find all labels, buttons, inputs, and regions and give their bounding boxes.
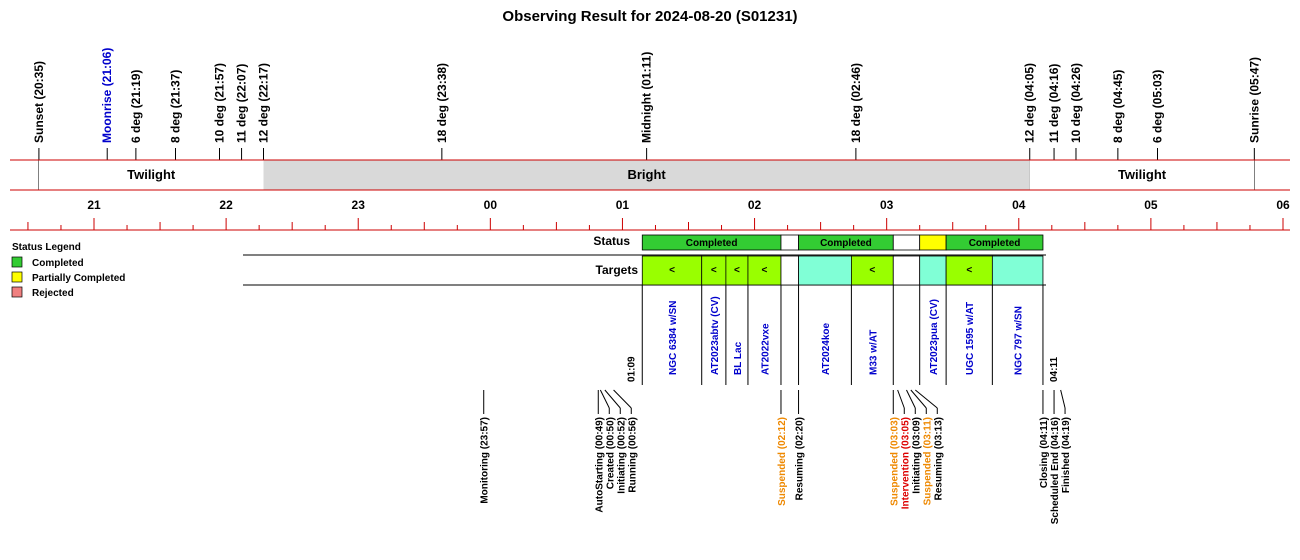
legend-label-rejected: Rejected xyxy=(32,288,74,299)
target-segment xyxy=(799,256,852,285)
log-event-connector xyxy=(1061,390,1065,408)
log-event-connector xyxy=(605,390,620,408)
target-name: AT2023abtv (CV) xyxy=(709,296,721,375)
status-segment-label: Completed xyxy=(968,238,1021,249)
target-mark: < xyxy=(710,265,717,276)
hour-tick-label: 01 xyxy=(615,198,630,212)
target-segment xyxy=(893,256,919,285)
target-name: NGC 6384 w/SN xyxy=(667,300,679,375)
log-event-label: Scheduled End (04:16) xyxy=(1050,417,1062,525)
status-legend xyxy=(12,242,125,299)
sky-event-label: 6 deg (21:19) xyxy=(128,69,143,143)
sky-event-label: 6 deg (05:03) xyxy=(1150,69,1165,143)
target-mark: < xyxy=(869,265,876,276)
targets-row-label: Targets xyxy=(595,263,638,277)
sky-band-label: Twilight xyxy=(1117,167,1167,182)
sky-event-label: 10 deg (04:26) xyxy=(1068,62,1083,143)
span-label: 01:09 xyxy=(626,356,638,382)
legend-label-completed: Completed xyxy=(32,258,84,269)
span-label: 04:11 xyxy=(1048,356,1060,382)
log-event-label: Monitoring (23:57) xyxy=(479,417,491,504)
legend-swatch-partially-completed xyxy=(12,272,22,282)
target-segment xyxy=(781,256,799,285)
log-event-label: Initiating (00:52) xyxy=(616,417,628,494)
status-row-label: Status xyxy=(593,234,630,248)
target-mark: < xyxy=(669,265,675,276)
target-mark: < xyxy=(966,265,973,276)
legend-label-partially-completed: Partially Completed xyxy=(32,273,126,284)
sky-event-label: 18 deg (02:46) xyxy=(848,62,863,143)
sky-event-label: 12 deg (22:17) xyxy=(256,62,271,143)
hour-tick-label: 21 xyxy=(87,198,101,212)
log-event-label: Suspended (03:11) xyxy=(922,417,934,506)
status-segment-label: Completed xyxy=(820,238,872,249)
log-event-label: Running (00:56) xyxy=(627,417,639,493)
log-event-label: AutoStarting (00:49) xyxy=(594,417,606,513)
hour-tick-label: 03 xyxy=(879,198,894,212)
status-segment xyxy=(893,235,919,250)
target-name: NGC 797 w/SN xyxy=(1013,306,1025,375)
status-segment-label: Completed xyxy=(685,238,738,249)
log-event-label: Intervention (03:05) xyxy=(900,417,912,510)
target-segment xyxy=(920,256,946,285)
log-event-label: Resuming (03:13) xyxy=(933,417,945,501)
status-segment xyxy=(920,235,946,250)
target-name: AT2023pua (CV) xyxy=(928,299,940,375)
target-mark: < xyxy=(733,265,740,276)
target-mark: < xyxy=(761,265,768,276)
chart-title: Observing Result for 2024-08-20 (S01231) xyxy=(502,8,798,25)
hour-tick-label: 02 xyxy=(747,198,762,212)
legend-swatch-rejected xyxy=(12,287,22,297)
hour-tick-label: 04 xyxy=(1012,198,1026,212)
log-event-label: Suspended (03:03) xyxy=(889,417,901,506)
sky-event-label: 18 deg (23:38) xyxy=(434,62,449,143)
hour-tick-label: 00 xyxy=(483,198,498,212)
target-name: M33 w/AT xyxy=(868,329,880,375)
legend-swatch-completed xyxy=(12,257,22,267)
status-segments xyxy=(642,235,1043,250)
hour-tick-label: 22 xyxy=(219,198,233,212)
target-name: AT2024koe xyxy=(820,322,832,375)
sky-event-label: 10 deg (21:57) xyxy=(212,62,227,143)
sky-event-label: 12 deg (04:05) xyxy=(1022,62,1037,143)
hour-tick-label: 23 xyxy=(351,198,365,212)
log-event-connector xyxy=(600,390,609,408)
log-event-connector xyxy=(906,390,915,408)
log-event-label: Finished (04:19) xyxy=(1061,417,1073,494)
sky-band-label: Twilight xyxy=(127,167,176,182)
sky-event-label: 11 deg (04:16) xyxy=(1047,63,1062,143)
log-event-label: Resuming (02:20) xyxy=(794,417,806,501)
log-event-label: Created (00:50) xyxy=(605,417,617,490)
hour-tick-label: 06 xyxy=(1276,198,1290,212)
sky-bands-group xyxy=(10,160,1290,190)
log-event-label: Suspended (02:12) xyxy=(776,417,788,506)
target-name: AT2022vxe xyxy=(760,323,772,375)
target-segments xyxy=(626,256,1060,385)
sky-event-label: Sunrise (05:47) xyxy=(1247,56,1262,143)
sky-event-label: 8 deg (04:45) xyxy=(1110,69,1125,143)
sky-event-label: Sunset (20:35) xyxy=(31,60,46,143)
log-event-label: Initiating (03:09) xyxy=(911,417,923,494)
hour-tick-label: 05 xyxy=(1144,198,1158,212)
sky-event-label: 8 deg (21:37) xyxy=(168,69,183,143)
sky-event-label: Midnight (01:11) xyxy=(639,51,654,143)
time-axis-group xyxy=(10,198,1290,230)
target-name: UGC 1595 w/AT xyxy=(965,301,977,375)
log-events-group xyxy=(480,390,1072,524)
target-name: BL Lac xyxy=(732,341,744,375)
sky-event-label: Moonrise (21:06) xyxy=(100,47,115,143)
status-segment xyxy=(781,235,799,250)
legend-title: Status Legend xyxy=(12,242,81,253)
target-segment xyxy=(992,256,1043,285)
log-event-connector xyxy=(898,390,905,408)
log-event-connector xyxy=(614,390,632,408)
log-event-label: Closing (04:11) xyxy=(1038,417,1050,489)
sky-event-label: 11 deg (22:07) xyxy=(234,63,249,143)
sky-band-label: Bright xyxy=(627,167,666,182)
